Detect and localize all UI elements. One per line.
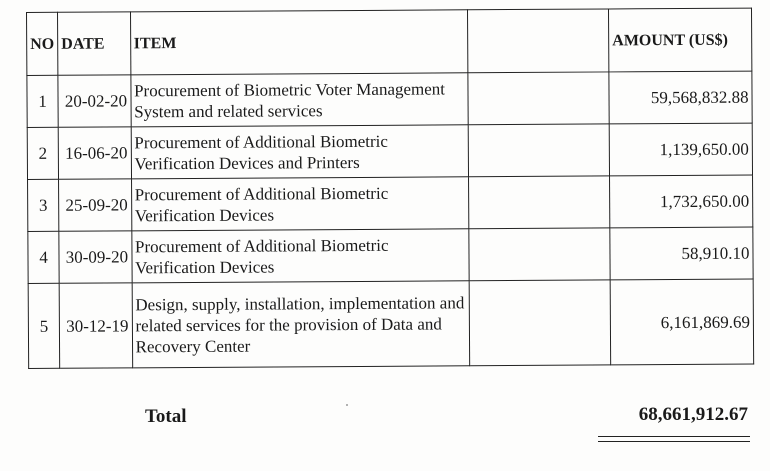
header-row xyxy=(27,8,752,75)
header-date: DATE xyxy=(58,12,131,75)
row-amount: 1,139,650.00 xyxy=(609,123,752,176)
row-number: 4 xyxy=(28,231,59,283)
total-value: 68,661,912.67 xyxy=(638,404,748,425)
row-blank-cell xyxy=(469,280,610,366)
table-row xyxy=(27,71,752,127)
procurement-table xyxy=(26,8,754,369)
row-date: 25-09-20 xyxy=(59,179,132,231)
row-blank-cell xyxy=(469,176,610,229)
total-double-underline-bottom xyxy=(598,441,750,442)
row-number: 5 xyxy=(28,283,60,368)
table-row xyxy=(27,123,752,179)
row-number: 1 xyxy=(27,75,58,127)
row-date: 30-12-19 xyxy=(59,283,132,368)
row-item: Procurement of Additional Biometric Verification Devices and Printers xyxy=(131,125,469,179)
table-row xyxy=(28,227,753,283)
row-date: 20-02-20 xyxy=(58,75,131,127)
row-amount: 6,161,869.69 xyxy=(610,279,753,365)
row-blank-cell xyxy=(468,72,609,125)
row-number: 3 xyxy=(28,179,59,231)
row-blank-cell xyxy=(468,124,609,177)
table-row xyxy=(28,175,753,231)
header-no: NO xyxy=(27,12,58,75)
row-amount: 58,910.10 xyxy=(610,227,753,280)
row-date: 30-09-20 xyxy=(59,231,132,283)
row-amount: 1,732,650.00 xyxy=(610,175,753,228)
row-number: 2 xyxy=(27,127,58,179)
row-blank-cell xyxy=(469,228,610,281)
row-item: Procurement of Additional Biometric Verification Devices xyxy=(131,229,469,283)
row-item: Procurement of Biometric Voter Management System and related services xyxy=(130,73,468,127)
table-row xyxy=(28,279,754,368)
total-label: Total xyxy=(145,406,187,427)
scan-speck xyxy=(346,404,348,406)
row-amount: 59,568,832.88 xyxy=(609,71,752,124)
row-item: Procurement of Additional Biometric Verification Devices xyxy=(131,177,469,231)
header-blank xyxy=(468,9,609,73)
row-item: Design, supply, installation, implementation and related services for the provision of Data and Recovery Center xyxy=(132,281,470,368)
total-double-underline-top xyxy=(598,436,750,437)
row-date: 16-06-20 xyxy=(58,127,131,179)
header-item: ITEM xyxy=(130,10,468,75)
header-amount: AMOUNT (US$) xyxy=(609,8,752,72)
